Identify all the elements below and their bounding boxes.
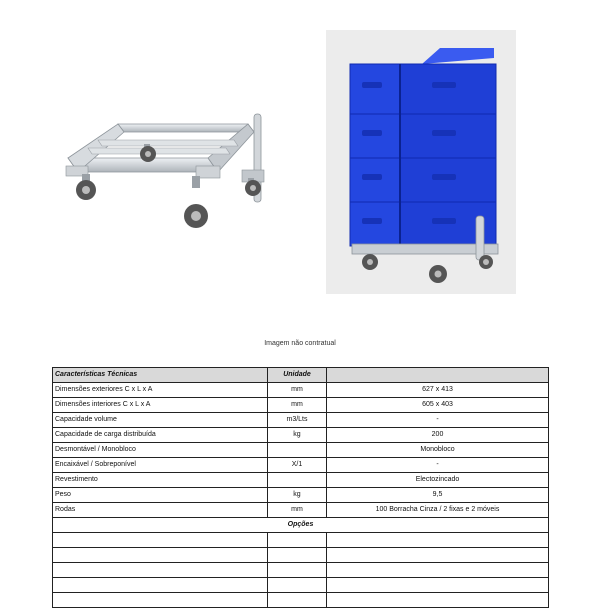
row-label: Desmontável / Monobloco xyxy=(53,443,268,458)
row-unit xyxy=(268,443,327,458)
empty-cell xyxy=(327,593,549,608)
options-empty-row xyxy=(53,548,549,563)
empty-cell xyxy=(327,548,549,563)
table-row xyxy=(53,413,549,428)
empty-cell xyxy=(268,548,327,563)
options-empty-row xyxy=(53,578,549,593)
row-unit xyxy=(268,473,327,488)
row-unit: mm xyxy=(268,398,327,413)
row-unit: mm xyxy=(268,383,327,398)
table-row xyxy=(53,488,549,503)
options-header: Opções xyxy=(53,518,549,533)
table-row xyxy=(53,458,549,473)
options-empty-row xyxy=(53,563,549,578)
row-unit: mm xyxy=(268,503,327,518)
row-label: Rodas xyxy=(53,503,268,518)
empty-cell xyxy=(53,593,268,608)
crate-stack xyxy=(350,48,496,246)
row-unit: m3/Lts xyxy=(268,413,327,428)
table-row xyxy=(53,503,549,518)
header-value xyxy=(327,368,549,383)
row-label: Capacidade de carga distribuída xyxy=(53,428,268,443)
options-header-row xyxy=(53,518,549,533)
empty-cell xyxy=(268,563,327,578)
row-label: Capacidade volume xyxy=(53,413,268,428)
header-characteristics: Características Técnicas xyxy=(53,368,268,383)
row-unit: kg xyxy=(268,428,327,443)
wheel xyxy=(184,176,208,228)
row-label: Revestimento xyxy=(53,473,268,488)
crates-illustration xyxy=(326,30,516,294)
empty-cell xyxy=(268,593,327,608)
row-value: Monobloco xyxy=(327,443,549,458)
table-row xyxy=(53,383,549,398)
options-empty-row xyxy=(53,533,549,548)
row-value: 100 Borracha Cinza / 2 fixas e 2 móveis xyxy=(327,503,549,518)
row-label: Encaixável / Sobreponível xyxy=(53,458,268,473)
row-unit: X/1 xyxy=(268,458,327,473)
row-value: 605 x 403 xyxy=(327,398,549,413)
row-value: 9,5 xyxy=(327,488,549,503)
table-header-row xyxy=(53,368,549,383)
row-label: Dimensões interiores C x L x A xyxy=(53,398,268,413)
row-value: Electozincado xyxy=(327,473,549,488)
row-label: Dimensões exteriores C x L x A xyxy=(53,383,268,398)
table-row xyxy=(53,428,549,443)
empty-cell xyxy=(53,548,268,563)
row-value: 627 x 413 xyxy=(327,383,549,398)
image-disclaimer: Imagem não contratual xyxy=(264,340,336,347)
table-row xyxy=(53,443,549,458)
trolley-illustration xyxy=(58,62,296,258)
trolley-with-crates-image xyxy=(326,30,516,294)
table-row xyxy=(53,398,549,413)
row-label: Peso xyxy=(53,488,268,503)
empty-cell xyxy=(327,578,549,593)
row-unit: kg xyxy=(268,488,327,503)
empty-cell xyxy=(53,533,268,548)
wheel xyxy=(76,174,96,200)
empty-cell xyxy=(268,578,327,593)
empty-cell xyxy=(53,563,268,578)
row-value: - xyxy=(327,413,549,428)
empty-cell xyxy=(268,533,327,548)
row-value: 200 xyxy=(327,428,549,443)
wheel xyxy=(140,144,156,162)
header-unit: Unidade xyxy=(268,368,327,383)
table-row xyxy=(53,473,549,488)
options-empty-row xyxy=(53,593,549,608)
trolley-image xyxy=(58,62,296,258)
row-value: - xyxy=(327,458,549,473)
empty-cell xyxy=(53,578,268,593)
technical-specs-table xyxy=(52,367,549,608)
empty-cell xyxy=(327,563,549,578)
empty-cell xyxy=(327,533,549,548)
